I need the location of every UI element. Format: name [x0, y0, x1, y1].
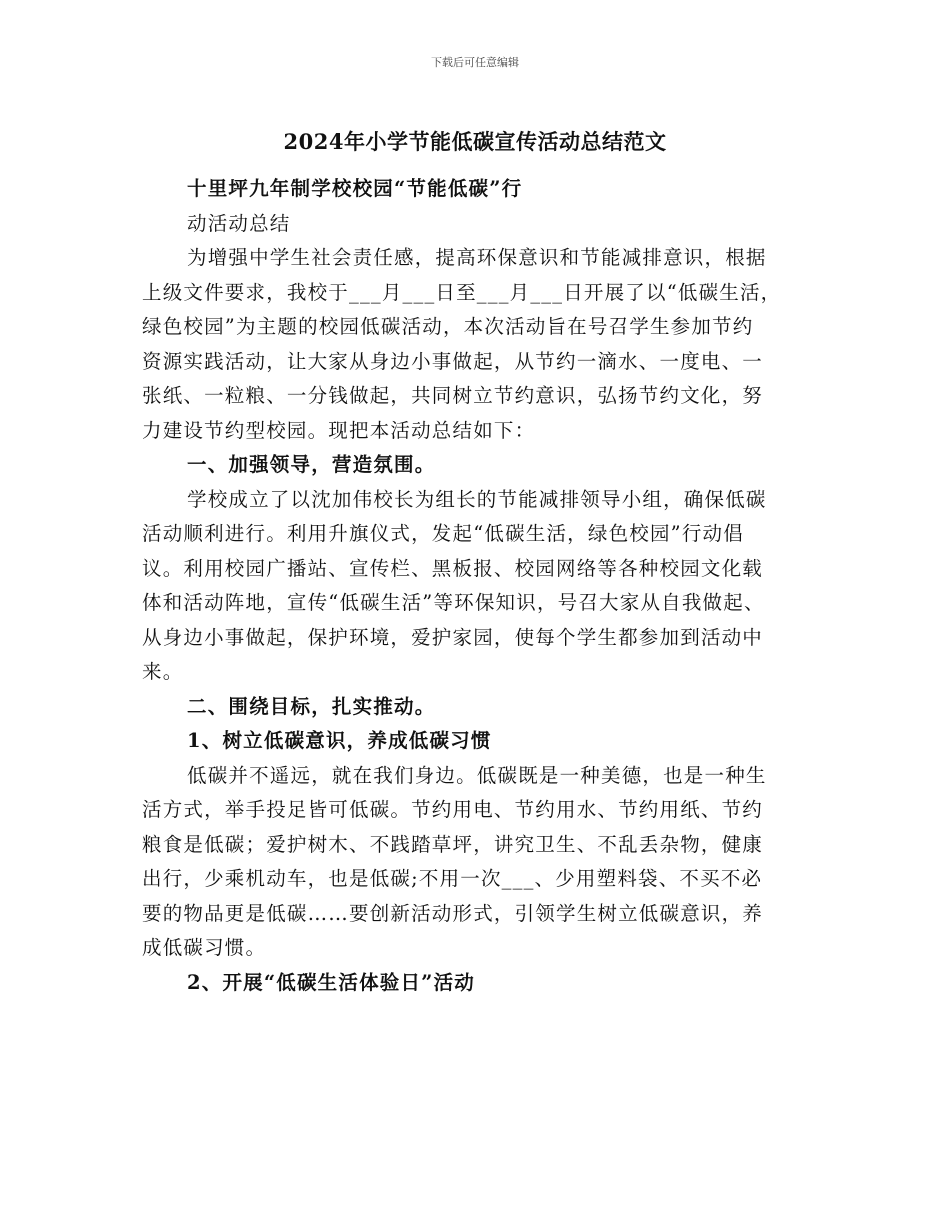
section-heading-line: 二、围绕目标，扎实推动。: [187, 694, 436, 718]
paragraph-line: 学校成立了以沈加伟校长为组长的节能减排领导小组，确保低碳: [187, 487, 767, 511]
paragraph-line: 要的物品更是低碳……要创新活动形式，引领学生树立低碳意识，养: [142, 901, 764, 925]
paragraph-line: 体和活动阵地，宣传“低碳生活”等环保知识，号召大家从自我做起、: [142, 591, 765, 614]
paragraph-line: 力建设节约型校园。现把本活动总结如下：: [142, 418, 536, 442]
paragraph-line: 为增强中学生社会责任感，提高环保意识和节能减排意识，根据: [187, 246, 767, 269]
paragraph-line: 来。: [142, 660, 184, 683]
paragraph-line: 资源实践活动，让大家从身边小事做起，从节约一滴水、一度电、一: [142, 349, 764, 373]
paragraph-line: 出行，少乘机动车，也是低碳;不用一次___、少用塑料袋、不买不必: [142, 867, 763, 890]
section-heading-line: 十里坪九年制学校校园“节能低碳”行: [187, 177, 523, 200]
header-note: 下载后可任意编辑: [431, 56, 519, 69]
paragraph-line: 粮食是低碳；爱护树木、不践踏草坪，讲究卫生、不乱丢杂物，健康: [142, 832, 764, 856]
paragraph-line: 绿色校园”为主题的校园低碳活动，本次活动旨在号召学生参加节约: [142, 315, 754, 338]
paragraph-line: 成低碳习惯。: [142, 936, 267, 959]
section-heading-line: 2、开展“低碳生活体验日”活动: [187, 970, 476, 994]
document-title: 2024年小学节能低碳宣传活动总结范文: [283, 129, 667, 154]
section-heading-line: 一、加强领导，营造氛围。: [187, 453, 436, 476]
document-body: [142, 172, 812, 1000]
paragraph-line: 从身边小事做起，保护环境，爱护家园，使每个学生都参加到活动中: [142, 625, 764, 649]
paragraph-line: 活动顺利进行。利用升旗仪式，发起“低碳生活，绿色校园”行动倡: [142, 522, 744, 545]
paragraph-line: 张纸、一粒粮、一分钱做起，共同树立节约意识，弘扬节约文化，努: [142, 384, 764, 407]
paragraph-line: 活方式，举手投足皆可低碳。节约用电、节约用水、节约用纸、节约: [142, 798, 764, 821]
section-heading-line: 1、树立低碳意识，养成低碳习惯: [187, 729, 492, 752]
paragraph-line: 低碳并不遥远，就在我们身边。低碳既是一种美德，也是一种生: [187, 763, 767, 787]
paragraph-line: 动活动总结: [187, 211, 291, 235]
paragraph-line: 上级文件要求，我校于___月___日至___月___日开展了以“低碳生活，: [142, 280, 782, 304]
paragraph-line: 议。利用校园广播站、宣传栏、黑板报、校园网络等各种校园文化载: [142, 556, 764, 580]
